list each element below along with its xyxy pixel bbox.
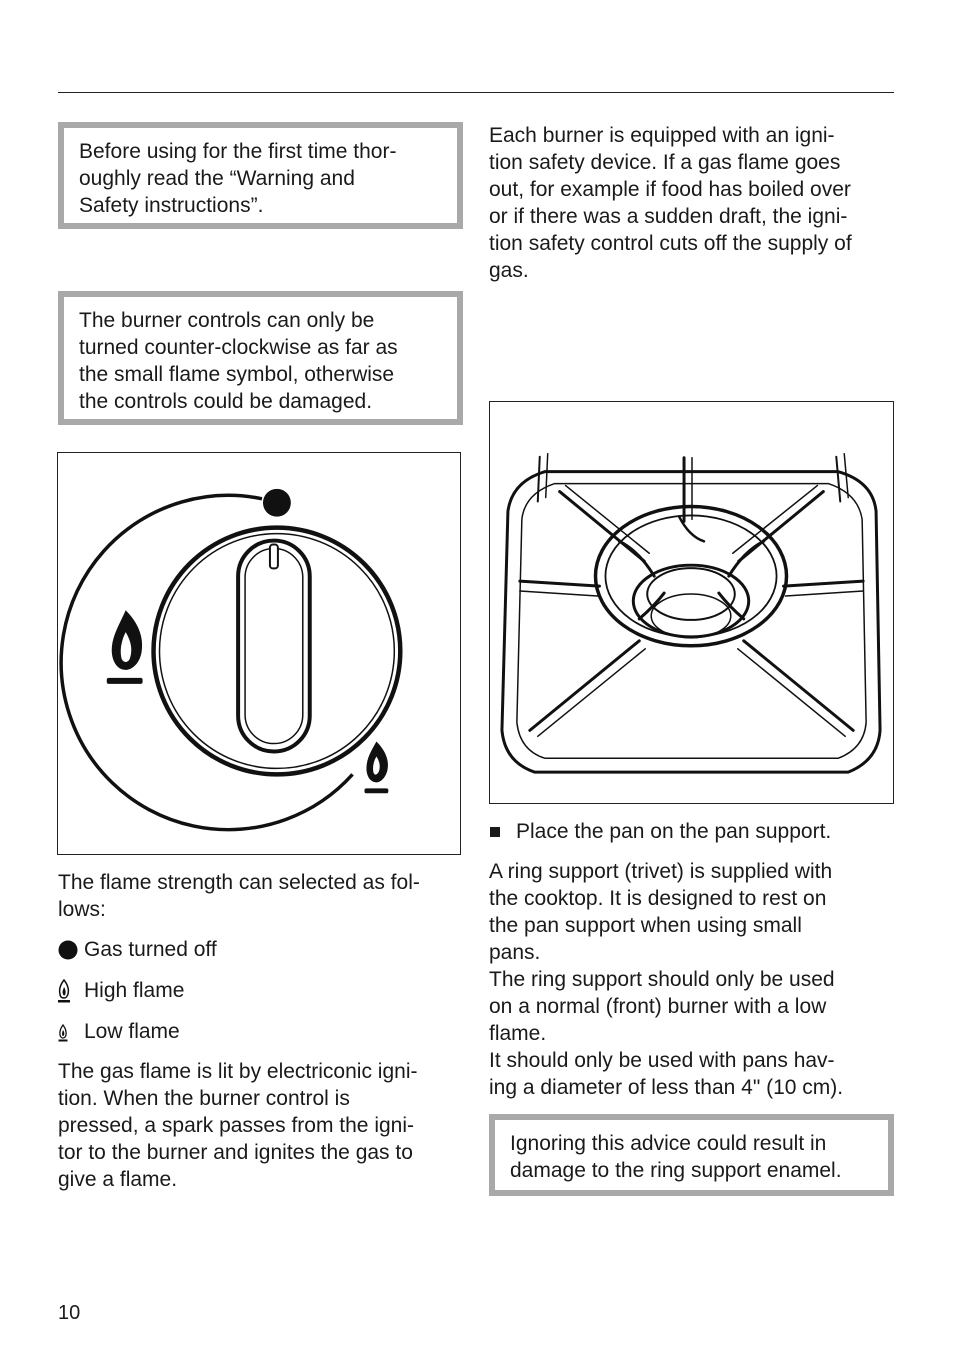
low-flame-symbol-icon [364,742,388,794]
high-flame-symbol-icon [107,610,143,684]
ignition-text: The gas flame is lit by electriconic igni- tion. When the burner control is pressed, a spark passes from the igni- tor to the burner and ignites the gas to give a flame. [58,1060,418,1191]
grate-frame [502,472,880,773]
step-text: Place the pan on the pan support. [516,820,832,843]
legend-label-low-flame: Low flame [84,1020,180,1043]
ring-support-text: A ring support (trivet) is supplied with the cooktop. It is designed to rest on the pan support when using small pans. The ring support should only be used on a normal (front) burner with a low flame. It should only be used with pans hav- ing a diameter of less than 4" (10 cm). [489,860,844,1099]
warning-text-first-use: Before using for the first time thor- oughly read the “Warning and Safety instructions”. [79,140,397,217]
filled-circle-icon [58,940,82,960]
header-rule [58,92,894,93]
burner-cap [633,565,748,637]
flame-intro-text: The flame strength can selected as fol- lows: [58,871,420,921]
page-number: 10 [58,1302,81,1324]
step-item [489,818,831,845]
knob-handle [238,541,310,752]
safety-device-text: Each burner is equipped with an igni- tion safety device. If a gas flame goes out, for example if food has boiled over or if there was a sudden draft, the igni- tion safety control cuts off the supply of gas. [489,124,852,282]
warning-box-enamel [489,1114,894,1196]
legend-high-flame [58,977,184,1004]
legend-gas-off [58,936,217,963]
warning-text-controls: The burner controls can only be turned counter-clockwise as far as the small flame symbol, otherwise the controls could be damaged. [79,309,398,413]
low-flame-icon [58,1022,82,1042]
knob-indicator [270,545,278,569]
pan-support-figure [489,401,894,804]
legend-label-high-flame: High flame [84,979,185,1002]
ring-support-outer [595,506,786,645]
legend-low-flame [58,1018,180,1045]
warning-text-enamel: Ignoring this advice could result in damage to the ring support enamel. [510,1132,842,1182]
off-dot-icon [263,489,291,517]
warning-box-controls [58,291,463,425]
burner-knob-figure [57,452,461,855]
warning-box-first-use [58,122,463,229]
square-bullet-icon [490,827,500,837]
high-flame-icon [58,979,82,1003]
legend-label-gas-off: Gas turned off [84,938,217,961]
